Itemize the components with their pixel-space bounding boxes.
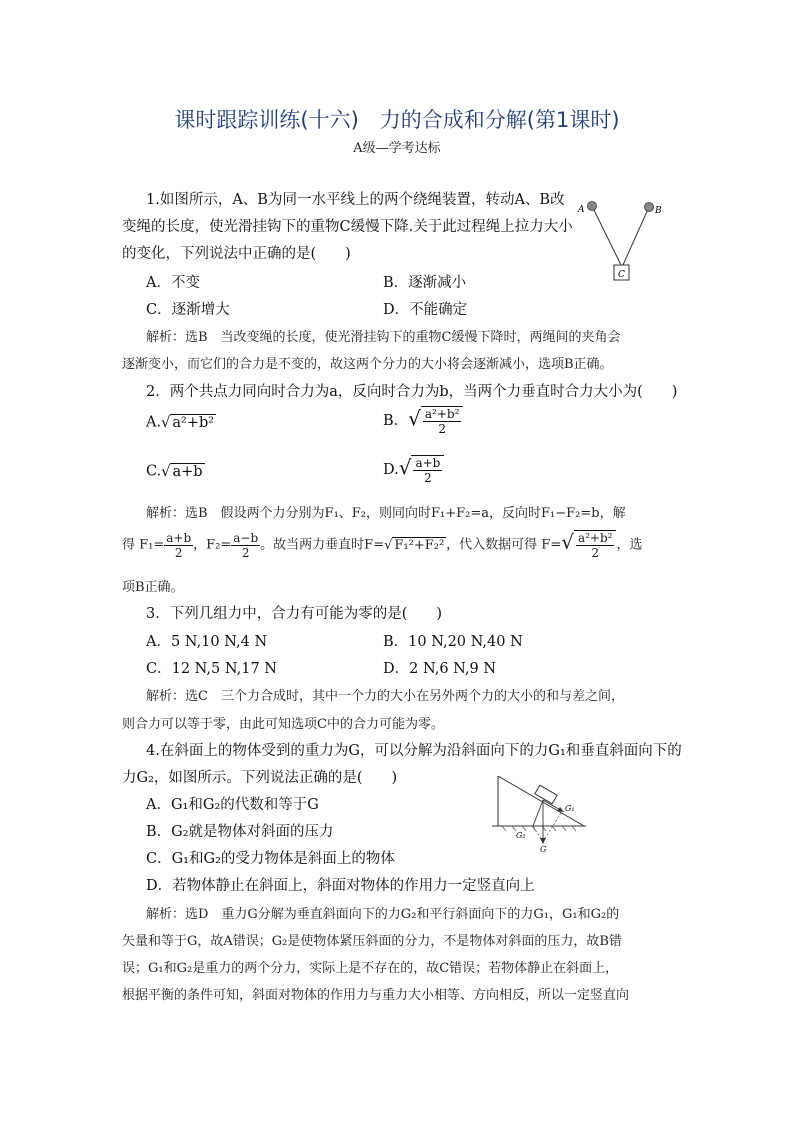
q1-line1: 1.如图所示，A、B为同一水平线上的两个绕绳装置，转动A、B改	[146, 192, 565, 208]
q2-answer-1: 解析：选B 假设两个力分别为F₁、F₂，则同向时F₁+F₂=a，反向时F₁−F₂=b，解	[146, 506, 626, 521]
radicand: a+b	[172, 464, 203, 480]
q4-line1: 4.在斜面上的物体受到的重力为G，可以分解为沿斜面向下的力G₁和垂直斜面向下的	[146, 743, 682, 759]
denominator: 2	[591, 546, 600, 560]
fig-label-g1: G₁	[565, 804, 575, 813]
q1-option-b: B．逐渐减小	[383, 275, 467, 291]
text: 得 F₁=	[122, 537, 165, 553]
option-letter: C.	[146, 463, 162, 480]
q1-answer-1: 解析：选B 当改变绳的长度，使光滑挂钩下的重物C缓慢下降时，两绳间的夹角会	[146, 330, 621, 345]
q3-option-d: D．2 N,6 N,9 N	[383, 661, 497, 677]
q4-option-d: D．若物体静止在斜面上，斜面对物体的作用力一定竖直向上	[146, 878, 535, 894]
q4-option-b: B．G₂就是物体对斜面的压力	[146, 824, 334, 840]
q2-option-d: D.√ $\frac{a+b}{2}$	[383, 455, 444, 485]
fig-label-g: G	[540, 845, 547, 854]
page-subtitle: A级—学考达标	[353, 141, 441, 156]
text: ，代入数据可得 F=	[446, 537, 562, 553]
q1-figure	[572, 192, 672, 292]
option-letter: B．	[383, 413, 409, 429]
q3-option-a: A．5 N,10 N,4 N	[146, 634, 268, 650]
denominator: 2	[438, 422, 446, 436]
radicand: a²+b²	[172, 415, 215, 431]
q1-option-d: D．不能确定	[383, 302, 468, 318]
text: 。故当两力垂直时F=	[260, 537, 385, 553]
radicand: F₁²+F₂²	[394, 538, 445, 553]
q4-option-c: C．G₁和G₂的受力物体是斜面上的物体	[146, 851, 395, 867]
text: ，F₂=	[193, 537, 232, 553]
fig-label-a: A	[578, 205, 585, 215]
q2-option-a: A.√ a²+b²	[146, 414, 215, 431]
q4-answer-1: 解析：选D 重力G分解为垂直斜面向下的力G₂和平行斜面向下的力G₁，G₁和G₂的	[146, 907, 620, 922]
q1-line3: 的变化，下列说法中正确的是( )	[122, 246, 351, 262]
q4-line2: 力G₂，如图所示。下列说法正确的是( )	[122, 770, 398, 786]
q2-answer-3: 项B正确。	[122, 580, 184, 595]
option-letter: A.	[146, 414, 162, 431]
numerator: a²+b²	[577, 531, 613, 545]
numerator: a−b	[233, 530, 259, 545]
q1-answer-2: 逐渐变小，而它们的合力是不变的，故这两个分力的大小将会逐渐减小，选项B正确。	[122, 357, 613, 372]
q4-incline-figure	[488, 770, 590, 854]
q3-stem: 3．下列几组力中，合力有可能为零的是( )	[146, 606, 443, 622]
q3-answer-2: 则合力可以等于零，由此可知选项C中的合力可能为零。	[122, 717, 444, 732]
q1-line2: 变绳的长度，使光滑挂钩下的重物C缓慢下降.关于此过程绳上拉力大小	[122, 219, 573, 235]
q2-answer-2: 得 F₁= $\frac{a+b}{2}$ ，F₂= $\frac{a-b}{2}$ 。故当两力垂直时F=√ F₁²+F₂² ，代入数据可得 F=√ $\frac{\text{a²+b²}}{2}$ ，选	[122, 530, 643, 560]
q1-option-c: C．逐渐增大	[146, 302, 230, 318]
fig-label-g2: G₂	[516, 831, 526, 840]
q4-answer-4: 根据平衡的条件可知，斜面对物体的作用力与重力大小相等、方向相反，所以一定竖直向	[122, 988, 630, 1003]
fig-label-b: B	[655, 206, 662, 216]
q4-option-a: A．G₁和G₂的代数和等于G	[146, 797, 319, 813]
q1-option-a: A．不变	[146, 275, 200, 291]
numerator: a+b	[166, 530, 192, 545]
page-title: 课时跟踪训练(十六) 力的合成和分解(第1课时)	[174, 108, 620, 132]
q3-option-b: B．10 N,20 N,40 N	[383, 634, 523, 650]
q4-answer-3: 误；G₁和G₂是重力的两个分力，实际上是不存在的，故C错误；若物体静止在斜面上，	[122, 961, 619, 976]
option-letter: D.	[383, 462, 399, 478]
fig-label-c: C	[618, 270, 625, 280]
q2-stem: 2．两个共点力同向时合力为a，反向时合力为b，当两个力垂直时合力大小为( )	[146, 384, 678, 400]
numerator: a+b	[415, 456, 441, 470]
numerator: a²+b²	[424, 407, 460, 421]
q4-answer-2: 矢量和等于G，故A错误；G₂是使物体紧压斜面的分力，不是物体对斜面的压力，故B错	[122, 934, 622, 949]
denominator: 2	[241, 545, 250, 560]
q2-option-b: B．√ $\frac{\text{a²+b²}}{2}$	[383, 406, 463, 436]
q2-option-c: C.√ a+b	[146, 463, 203, 480]
denominator: 2	[174, 545, 183, 560]
q3-option-c: C．12 N,5 N,17 N	[146, 661, 277, 677]
text: ，选	[616, 537, 643, 553]
q3-answer-1: 解析：选C 三个力合成时，其中一个力的大小在另外两个力的大小的和与差之间，	[146, 689, 624, 704]
denominator: 2	[424, 471, 432, 485]
